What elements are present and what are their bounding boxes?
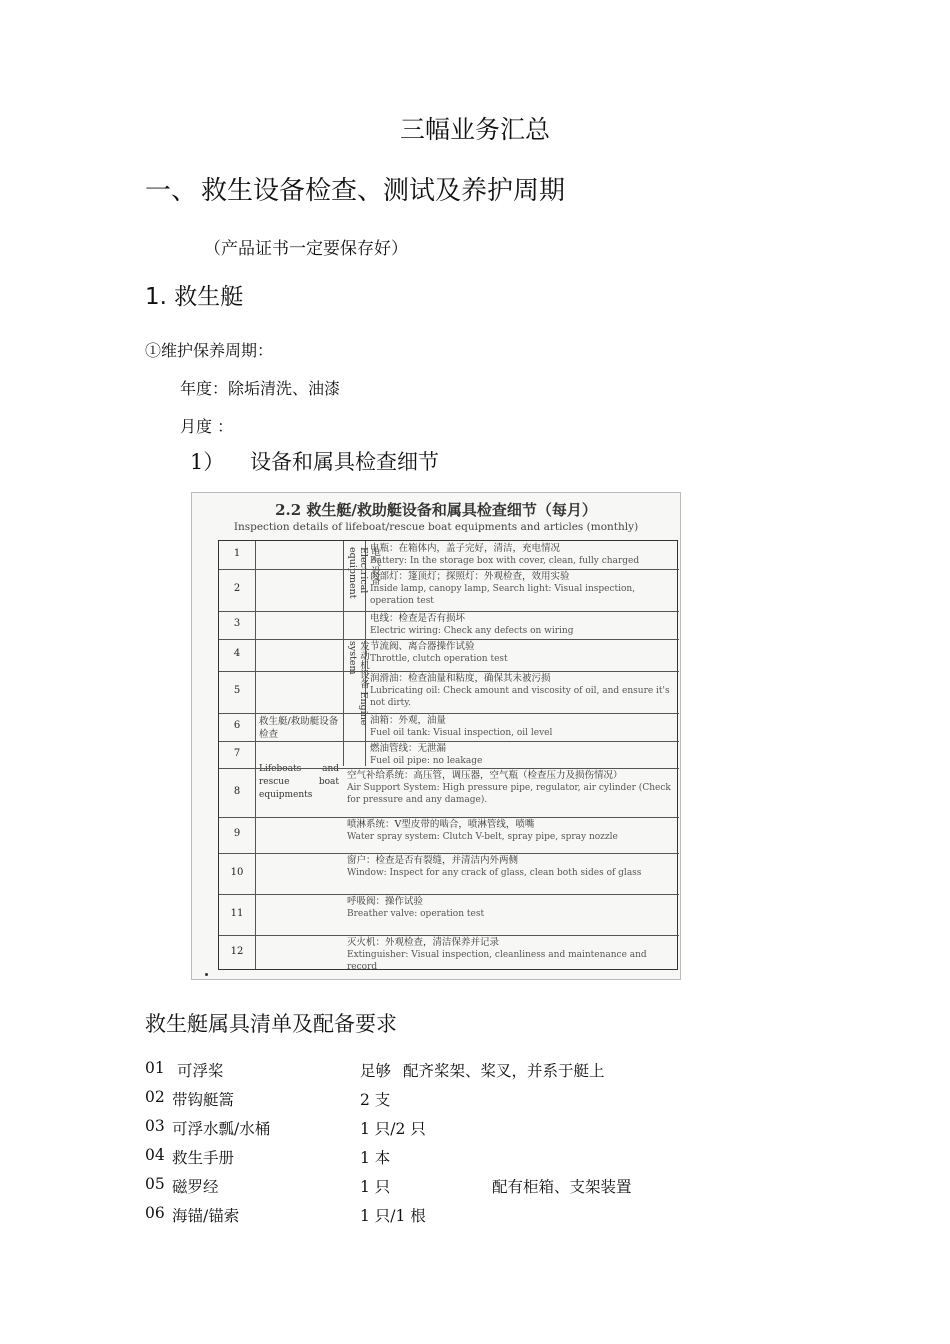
row-divider — [219, 894, 679, 895]
group-engine: 发动机设备 Engine system — [347, 641, 369, 726]
category-zh: 救生艇/救助艇设备检查 — [259, 716, 339, 740]
inspection-cell — [347, 937, 675, 973]
detail-heading-number: 1） — [190, 450, 225, 474]
inspection-grid — [218, 540, 678, 970]
row-number: 3 — [233, 618, 241, 629]
scan-subtitle: Inspection details of lifeboat/rescue boat equipments and articles (monthly) — [233, 521, 639, 533]
equipment-name: 可浮水瓢/水桶 — [172, 1120, 271, 1138]
maintenance-monthly: 月度 ： — [180, 417, 234, 436]
section-heading — [145, 170, 565, 207]
col-divider — [255, 541, 256, 969]
scan-title: 2.2 救生艇/救助艇设备和属具检查细节（每月） — [275, 501, 597, 519]
inspection-item-zh: 节流阀、离合器操作试验 — [370, 641, 475, 652]
inspection-item-zh: 电线：检查是否有损坏 — [370, 613, 466, 624]
inspection-item-zh: 喷淋系统：V型皮带的啮合，喷淋管线，喷嘴 — [347, 819, 535, 830]
inspection-cell — [370, 743, 675, 767]
row-divider — [219, 569, 679, 570]
equipment-code: 01 — [145, 1059, 165, 1077]
equipment-qty: 1 只/2 只 — [360, 1120, 426, 1138]
inspection-item-en: Breather valve: operation test — [347, 909, 485, 919]
inspection-item-en: Fuel oil pipe: no leakage — [370, 756, 483, 766]
row-number: 7 — [233, 747, 241, 759]
row-number: 1 — [233, 548, 241, 559]
equipment-code: 04 — [145, 1146, 165, 1164]
inspection-item-zh: 润滑油：检查油量和粘度，确保其未被污损 — [370, 673, 551, 684]
inspection-cell — [370, 673, 675, 709]
scan-speck — [205, 973, 208, 976]
equipment-name: 磁罗经 — [172, 1178, 219, 1196]
inspection-item-zh: 灭火机：外观检查，清洁保养并记录 — [347, 937, 500, 948]
equipment-note: 配有柜箱、支架装置 — [492, 1178, 632, 1196]
inspection-item-zh: 内部灯：篷顶灯；探照灯：外观检查，效用实验 — [370, 571, 570, 582]
section-number: 一、 — [145, 176, 198, 206]
maintenance-label: ①维护保养周期： — [145, 341, 274, 360]
inspection-item-en: Water spray system: Clutch V-belt, spray pipe, spray nozzle — [347, 832, 618, 842]
row-number: 12 — [230, 946, 244, 957]
detail-heading-text: 设备和属具检查细节 — [250, 450, 439, 474]
page-title: 三幅业务汇总 — [399, 115, 550, 144]
row-divider — [219, 853, 679, 854]
row-divider — [219, 671, 679, 672]
category-en: Lifeboats and rescue boat equipments — [259, 764, 339, 800]
inspection-cell — [370, 543, 675, 567]
row-number: 6 — [233, 720, 241, 731]
inspection-item-zh: 电瓶：在箱体内，盖子完好，清洁，充电情况 — [370, 543, 561, 554]
inspection-cell — [370, 613, 675, 637]
row-divider — [219, 713, 679, 714]
row-number: 9 — [233, 828, 241, 839]
inspection-cell — [370, 571, 675, 607]
section-title: 救生设备检查、测试及养护周期 — [201, 176, 566, 206]
row-divider — [219, 768, 679, 769]
equipment-code: 03 — [145, 1117, 165, 1135]
equipment-qty: 1 只 — [360, 1178, 391, 1196]
row-number: 4 — [233, 648, 241, 659]
inspection-item-en: Fuel oil tank: Visual inspection, oil level — [370, 728, 553, 738]
row-divider — [219, 935, 679, 936]
col-divider — [343, 541, 344, 766]
equipment-name: 可浮桨 — [177, 1062, 224, 1080]
subsection-heading: 1. 救生艇 — [145, 284, 244, 310]
inspection-item-zh: 油箱：外观，油量 — [370, 715, 447, 726]
row-divider — [219, 611, 679, 612]
inspection-item-zh: 呼吸阀：操作试验 — [347, 896, 424, 907]
inspection-cell — [347, 770, 675, 806]
row-divider — [219, 741, 679, 742]
equipment-name: 救生手册 — [172, 1149, 235, 1167]
inspection-cell — [347, 819, 675, 843]
inspection-item-en: Window: Inspect for any crack of glass, clean both sides of glass — [347, 868, 642, 878]
inspection-item-en: Air Support System: High pressure pipe, regulator, air cylinder (Check for pressure and any damage). — [347, 783, 671, 805]
detail-heading — [190, 446, 439, 476]
equipment-name: 带钩艇篙 — [172, 1091, 235, 1109]
inspection-table-image — [191, 492, 681, 980]
category-cell — [259, 715, 339, 802]
row-number: 10 — [230, 866, 244, 878]
equipment-heading: 救生艇属具清单及配备要求 — [145, 1012, 397, 1036]
row-number: 11 — [230, 907, 244, 919]
equipment-code: 02 — [145, 1088, 165, 1106]
row-number: 8 — [233, 785, 241, 797]
inspection-item-en: Inside lamp, canopy lamp, Search light: Visual inspection, operation test — [370, 584, 636, 606]
equipment-name: 海锚/锚索 — [172, 1207, 240, 1225]
equipment-qty: 足够 — [360, 1062, 392, 1080]
group-electrical: 电气设备 Electrical equipment — [347, 547, 380, 599]
inspection-item-en: Throttle, clutch operation test — [370, 654, 508, 664]
inspection-item-zh: 空气补给系统：高压管，调压器，空气瓶（检查压力及损伤情况） — [347, 770, 623, 781]
maintenance-annual: 年度：除垢清洗、油漆 — [180, 379, 341, 398]
inspection-item-en: Extinguisher: Visual inspection, cleanliness and maintenance and record — [347, 950, 647, 972]
equipment-code: 06 — [145, 1204, 165, 1222]
equipment-qty: 1 只/1 根 — [360, 1207, 426, 1225]
inspection-item-zh: 燃油管线：无泄漏 — [370, 743, 447, 754]
inspection-item-zh: 窗户：检查是否有裂缝，并清洁内外两侧 — [347, 855, 519, 866]
inspection-cell — [370, 641, 675, 665]
certificate-note: （产品证书一定要保存好） — [204, 239, 408, 259]
inspection-item-en: Lubricating oil: Check amount and viscosity of oil, and ensure it's not dirty. — [370, 686, 670, 708]
equipment-code: 05 — [145, 1175, 165, 1193]
inspection-item-en: Electric wiring: Check any defects on wiring — [370, 626, 574, 636]
row-divider — [219, 817, 679, 818]
inspection-cell — [370, 715, 675, 739]
row-number: 5 — [233, 685, 241, 696]
row-divider — [219, 639, 679, 640]
inspection-item-en: Battery: In the storage box with cover, clean, fully charged — [370, 556, 640, 566]
inspection-cell — [347, 896, 675, 920]
equipment-qty: 1 本 — [360, 1149, 391, 1167]
inspection-cell — [347, 855, 675, 879]
equipment-note: 配齐桨架、桨叉，并系于艇上 — [403, 1062, 605, 1080]
equipment-qty: 2 支 — [360, 1091, 391, 1109]
row-number: 2 — [233, 583, 241, 594]
